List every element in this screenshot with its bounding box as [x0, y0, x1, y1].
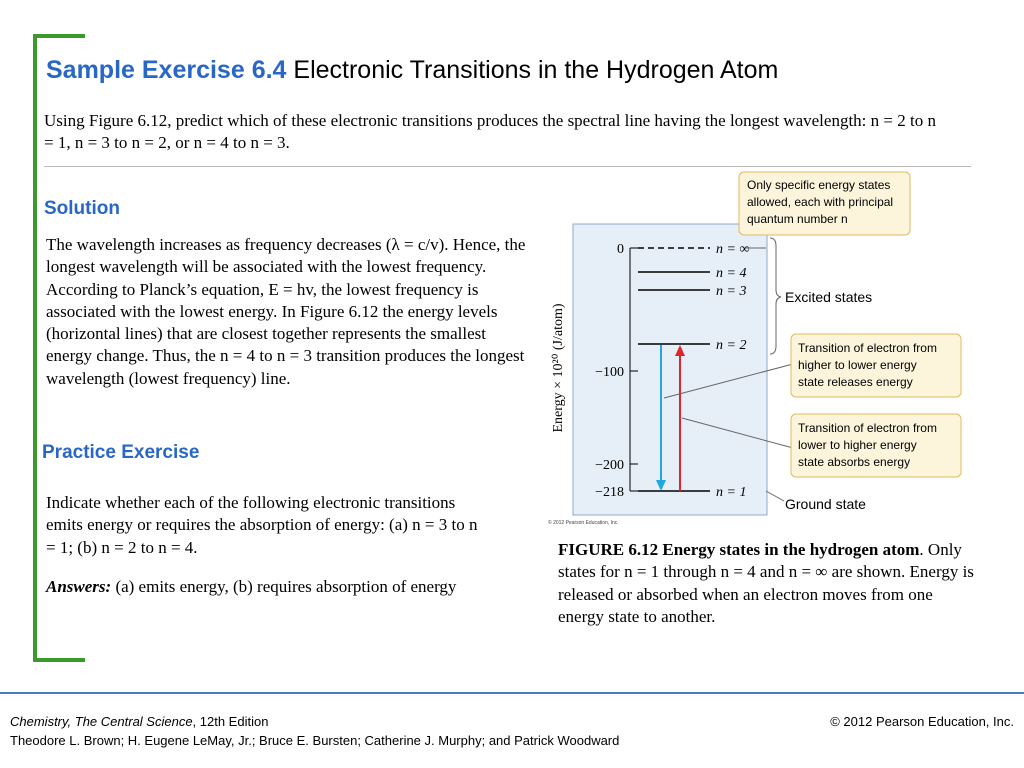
ground-state-connector	[766, 491, 784, 501]
answers	[46, 576, 486, 598]
callout-absorb-line-2: lower to higher energy	[798, 438, 917, 452]
level-label-4: n = 4	[716, 266, 747, 281]
callout-emit-line-3: state releases energy	[798, 375, 913, 389]
footer-divider	[0, 692, 1024, 694]
footer-copyright: © 2012 Pearson Education, Inc.	[830, 714, 1014, 729]
level-label-infinity: n = ∞	[716, 242, 750, 257]
callout-absorb-line-3: state absorbs energy	[798, 455, 911, 469]
callout-emit-line-1: Transition of electron from	[798, 341, 937, 355]
footer-book	[10, 714, 268, 729]
title-exercise-number: Sample Exercise 6.4	[46, 56, 287, 84]
excited-states-label: Excited states	[785, 289, 873, 305]
caption-text: . Only states for n = 1 through n = 4 and n = ∞ are shown. Energy is released or absorbed when an electron moves from one energy state to another.	[558, 540, 974, 626]
figure-caption	[558, 539, 978, 628]
footer-authors: Theodore L. Brown; H. Eugene LeMay, Jr.; Bruce E. Bursten; Catherine J. Murphy; and Patrick Woodward	[10, 733, 620, 748]
tick-label-0: 0	[617, 242, 624, 257]
caption-bold: FIGURE 6.12 Energy states in the hydrogen atom	[558, 540, 920, 559]
divider-line	[44, 166, 971, 167]
footer-edition: , 12th Edition	[192, 714, 269, 729]
green-bracket-top	[33, 34, 85, 38]
solution-text: The wavelength increases as frequency decreases (λ = c/v). Hence, the longest wavelength will be associated with the lowest frequency. According to Planck’s equation, E = hv, the lowest frequency is associated with the lowest energy. In Figure 6.12 the energy levels (horizontal lines) that are closest together represents the smallest energy change. Thus, the n = 4 to n = 3 transition produces the longest wavelength (lowest frequency) line.	[46, 235, 526, 388]
practice-text: Indicate whether each of the following electronic transitions emits energy or requires the absorption of energy: (a) n = 3 to n = 1; (b) n = 2 to n = 4.	[46, 493, 478, 557]
practice-heading: Practice Exercise	[42, 442, 200, 463]
callout-emit-line-2: higher to lower energy	[798, 358, 917, 372]
y-axis-title: Energy × 10²⁰ (J/atom)	[551, 303, 566, 433]
callout-absorb-line-1: Transition of electron from	[798, 421, 937, 435]
question-text: Using Figure 6.12, predict which of these electronic transitions produces the spectral line having the longest wavelength: n = 2 to n = 1, n = 3 to n = 2, or n = 4 to n = 3.	[44, 111, 936, 152]
level-label-1: n = 1	[716, 485, 747, 500]
callout-top-line-2: allowed, each with principal	[747, 195, 894, 209]
green-bracket-bottom	[33, 658, 85, 662]
tick-label-218: −218	[595, 485, 624, 500]
answers-text: (a) emits energy, (b) requires absorption of energy	[111, 577, 457, 596]
energy-level-diagram	[540, 168, 980, 528]
excited-states-brace	[770, 238, 781, 354]
answers-label: Answers:	[46, 577, 112, 596]
footer-book-title: Chemistry, The Central Science	[10, 714, 193, 729]
callout-top-line-3: quantum number n	[747, 212, 848, 226]
callout-top-line-1: Only specific energy states	[747, 178, 891, 192]
level-label-3: n = 3	[716, 284, 747, 299]
figure-copyright: © 2012 Pearson Education, Inc.	[548, 520, 619, 526]
title-text: Electronic Transitions in the Hydrogen Atom	[286, 56, 779, 84]
tick-label-100: −100	[595, 365, 624, 380]
slide-title	[46, 56, 778, 85]
tick-label-200: −200	[595, 458, 624, 473]
green-bracket-vertical	[33, 34, 37, 662]
solution-heading: Solution	[44, 198, 120, 219]
level-label-2: n = 2	[716, 338, 747, 353]
ground-state-label: Ground state	[785, 496, 866, 512]
